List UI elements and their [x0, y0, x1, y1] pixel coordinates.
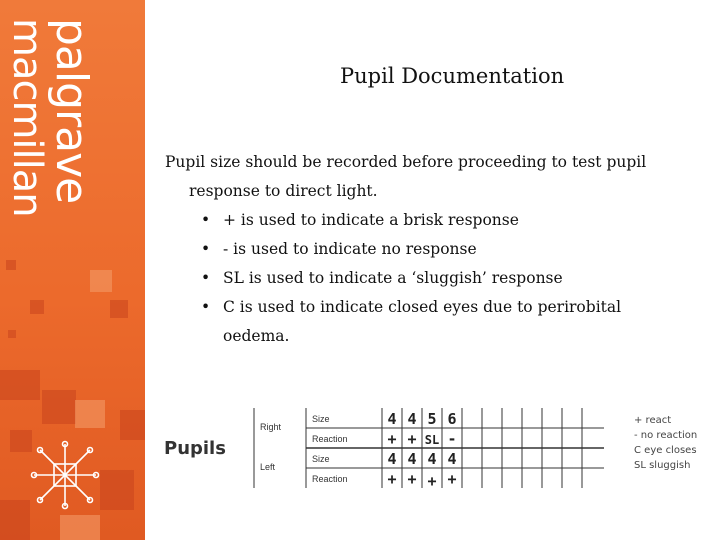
chart-value: 4: [447, 450, 457, 468]
row-side-label: Left: [260, 462, 276, 472]
row-side-label: Right: [260, 422, 282, 432]
decor-square: [10, 430, 32, 452]
decor-square: [0, 370, 40, 400]
decor-square: [0, 500, 30, 540]
chart-value: -: [447, 430, 457, 448]
chart-value: +: [387, 430, 397, 448]
chart-value: 4: [387, 450, 397, 468]
brand-sidebar: [0, 0, 145, 540]
list-item: • SL is used to indicate a ‘sluggish’ response: [201, 264, 685, 293]
list-item: • - is used to indicate no response: [201, 235, 685, 264]
list-item: • + is used to indicate a brisk response: [201, 206, 685, 235]
chart-value: 4: [407, 450, 417, 468]
brand-line-2: macmillan: [4, 18, 50, 217]
chart-value: +: [407, 430, 417, 448]
decor-square: [100, 470, 134, 510]
decor-square: [90, 270, 112, 292]
chart-value: 6: [447, 410, 457, 428]
page-title: Pupil Documentation: [340, 64, 565, 88]
chart-value: 4: [407, 410, 417, 428]
decor-square: [30, 300, 44, 314]
legend-item: + react: [634, 415, 672, 426]
chart-value: +: [407, 470, 417, 488]
decor-square: [75, 400, 105, 428]
brand-line-1: palgrave: [46, 18, 97, 204]
chart-legend: [634, 413, 697, 473]
bullet-list: [165, 206, 685, 351]
body-text: [165, 148, 685, 351]
intro-paragraph: Pupil size should be recorded before proceeding to test pupil response to direct light.: [165, 153, 647, 200]
row-measure-label: Size: [312, 454, 330, 464]
row-measure-label: Size: [312, 414, 330, 424]
decor-square: [60, 515, 100, 540]
decor-square: [110, 300, 128, 318]
pupil-chart-grid: [244, 408, 604, 488]
chart-value: +: [447, 470, 457, 488]
chart-value: 5: [427, 410, 437, 428]
pupil-chart-image: [160, 408, 705, 490]
legend-item: SL sluggish: [634, 460, 691, 471]
network-logo-icon: [30, 440, 100, 510]
pupils-label: Pupils: [164, 438, 226, 459]
list-item: • C is used to indicate closed eyes due to perirobital oedema.: [201, 293, 685, 351]
chart-value: +: [387, 470, 397, 488]
decor-square: [6, 260, 16, 270]
legend-item: - no reaction: [634, 430, 698, 441]
row-measure-label: Reaction: [312, 474, 348, 484]
brand-logo-text: [0, 0, 145, 217]
chart-value: 4: [387, 410, 397, 428]
decor-square: [120, 410, 145, 440]
chart-value: +: [427, 472, 437, 488]
chart-value: 4: [427, 450, 437, 468]
decor-square: [8, 330, 16, 338]
row-measure-label: Reaction: [312, 434, 348, 444]
chart-value: SL: [424, 433, 440, 447]
legend-item: C eye closes: [634, 445, 697, 456]
decor-square: [42, 390, 76, 424]
